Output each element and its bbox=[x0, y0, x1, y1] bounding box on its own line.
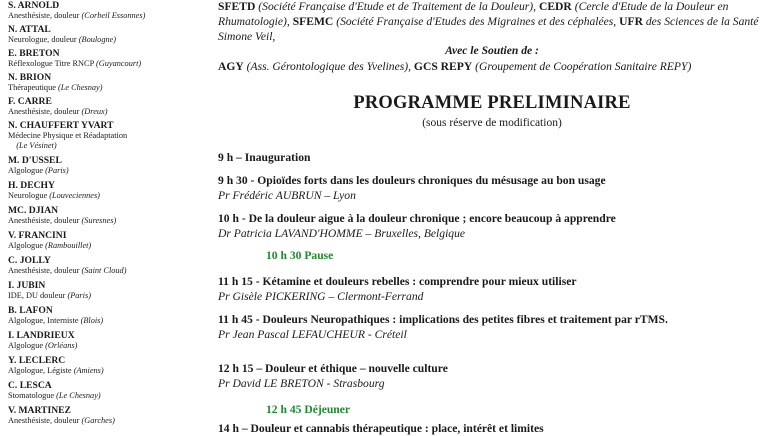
programme-item bbox=[218, 211, 770, 241]
organizer-entry bbox=[8, 205, 183, 226]
organizer-name: S. ARNOLD bbox=[8, 0, 60, 11]
organizer-entry bbox=[8, 0, 183, 21]
organizer-entry bbox=[8, 24, 183, 45]
organizer-name: N. ATTAL bbox=[8, 24, 51, 35]
organizer-entry bbox=[8, 120, 183, 151]
organizer-entry bbox=[8, 72, 183, 93]
organizer-role: Médecine Physique et Réadaptation bbox=[8, 131, 128, 140]
organizer-role: Algologue (Paris) bbox=[8, 166, 69, 175]
organizer-entry bbox=[8, 96, 183, 117]
organizer-role: Anesthésiste, douleur (Garches) bbox=[8, 416, 115, 425]
organizer-name: N. CHAUFFERT YVART bbox=[8, 120, 114, 131]
organizer-name: V. MARTINEZ bbox=[8, 405, 71, 416]
organizer-role: Algologue (Orléans) bbox=[8, 341, 78, 350]
organizer-role: Thérapeutique (Le Chesnay) bbox=[8, 83, 103, 92]
organizer-name: I. JUBIN bbox=[8, 280, 46, 291]
organizer-name: MC. DJIAN bbox=[8, 205, 59, 216]
programme-subtitle: (sous réserve de modification) bbox=[422, 117, 562, 129]
organizer-role: Stomatologue (Le Chesnay) bbox=[8, 391, 101, 400]
item-speaker: Pr Jean Pascal LEFAUCHEUR - Créteil bbox=[218, 328, 407, 341]
organizer-entry bbox=[8, 405, 183, 426]
programme-item bbox=[218, 312, 770, 342]
organizer-name: E. BRETON bbox=[8, 48, 60, 59]
organizer-role: Anesthésiste, douleur (Saint Cloud) bbox=[8, 266, 127, 275]
programme-item bbox=[218, 361, 770, 391]
support-heading: Avec le Soutien de : bbox=[445, 44, 539, 57]
organizer-entry bbox=[8, 355, 183, 376]
organizer-name: C. JOLLY bbox=[8, 255, 51, 266]
organizer-role: Algologue, Interniste (Blois) bbox=[8, 316, 104, 325]
organizer-entry bbox=[8, 155, 183, 176]
organizer-role: Anesthésiste, douleur (Corbeil Essonnes) bbox=[8, 11, 146, 20]
organizer-name: V. FRANCINI bbox=[8, 230, 67, 241]
cut-off-line bbox=[218, 422, 770, 435]
item-speaker: Pr David LE BRETON - Strasbourg bbox=[218, 377, 385, 390]
organizer-role: Réflexologue Titre RNCP (Guyancourt) bbox=[8, 59, 142, 68]
organizer-entry bbox=[8, 255, 183, 276]
break-pause: 10 h 30 Pause bbox=[266, 249, 334, 262]
organizer-name: N. BRION bbox=[8, 72, 52, 83]
item-title: 12 h 15 – Douleur et éthique – nouvelle culture bbox=[218, 362, 448, 375]
item-speaker: Pr Frédéric AUBRUN – Lyon bbox=[218, 189, 356, 202]
organizer-entry bbox=[8, 380, 183, 401]
item-speaker: Pr Gisèle PICKERING – Clermont-Ferrand bbox=[218, 290, 424, 303]
item-title: 11 h 15 - Kétamine et douleurs rebelles : comprendre pour mieux utiliser bbox=[218, 275, 577, 288]
break-lunch: 12 h 45 Déjeuner bbox=[266, 403, 351, 416]
programme-item bbox=[218, 173, 770, 203]
partners-paragraph: SFETD (Société Française d'Etude et de Traitement de la Douleur), CEDR (Cercle d'Etude de la Douleur en Rhumatologie), SFEMC (Société Française d'Etudes des Migraines et des céphalées, UFR des Sciences de la Santé Simone Veil, bbox=[218, 0, 759, 43]
organizer-role: IDE, DU douleur (Paris) bbox=[8, 291, 91, 300]
item-title: 11 h 45 - Douleurs Neuropathiques : implications des petites fibres et traitement par rTMS. bbox=[218, 313, 668, 326]
item-title: 10 h - De la douleur aigue à la douleur chronique ; encore beaucoup à apprendre bbox=[218, 212, 616, 225]
organizer-place: (Le Vésinet) bbox=[16, 141, 57, 150]
organizer-role: Algologue (Rambouillet) bbox=[8, 241, 92, 250]
support-paragraph: AGY (Ass. Gérontologique des Yvelines), GCS REPY (Groupement de Coopération Sanitaire REPY) bbox=[218, 60, 692, 73]
organizer-entry bbox=[8, 305, 183, 326]
organizer-entry bbox=[8, 280, 183, 301]
organizer-name: Y. LECLERC bbox=[8, 355, 66, 366]
organizer-name: H. DECHY bbox=[8, 180, 55, 191]
item-title: 9 h 30 - Opioïdes forts dans les douleurs chroniques du mésusage au bon usage bbox=[218, 174, 606, 187]
organizer-entry bbox=[8, 180, 183, 201]
organizer-role: Anesthésiste, douleur (Suresnes) bbox=[8, 216, 117, 225]
cut-off-text: 14 h – Douleur et cannabis thérapeutique : place, intérêt et limites bbox=[218, 422, 544, 435]
organizer-entry bbox=[8, 330, 183, 351]
organizer-role: Anesthésiste, douleur (Dreux) bbox=[8, 107, 108, 116]
item-title: 9 h – Inauguration bbox=[218, 151, 311, 164]
item-speaker: Dr Patricia LAVAND'HOMME – Bruxelles, Belgique bbox=[218, 227, 466, 240]
programme-item bbox=[218, 150, 770, 165]
organizer-entry bbox=[8, 230, 183, 251]
organizer-role: Neurologue (Louveciennes) bbox=[8, 191, 100, 200]
organizer-role: Neurologue, douleur (Boulogne) bbox=[8, 35, 117, 44]
organizer-name: B. LAFON bbox=[8, 305, 53, 316]
programme-item bbox=[218, 274, 770, 304]
organizer-name: C. LESCA bbox=[8, 380, 52, 391]
organizer-role: Algologue, Légiste (Amiens) bbox=[8, 366, 104, 375]
organizer-name: F. CARRE bbox=[8, 96, 52, 107]
organizer-name: M. D'USSEL bbox=[8, 155, 62, 166]
organizer-entry bbox=[8, 48, 183, 69]
programme-title: PROGRAMME PRELIMINAIRE bbox=[353, 93, 631, 113]
organizer-name: I. LANDRIEUX bbox=[8, 330, 75, 341]
